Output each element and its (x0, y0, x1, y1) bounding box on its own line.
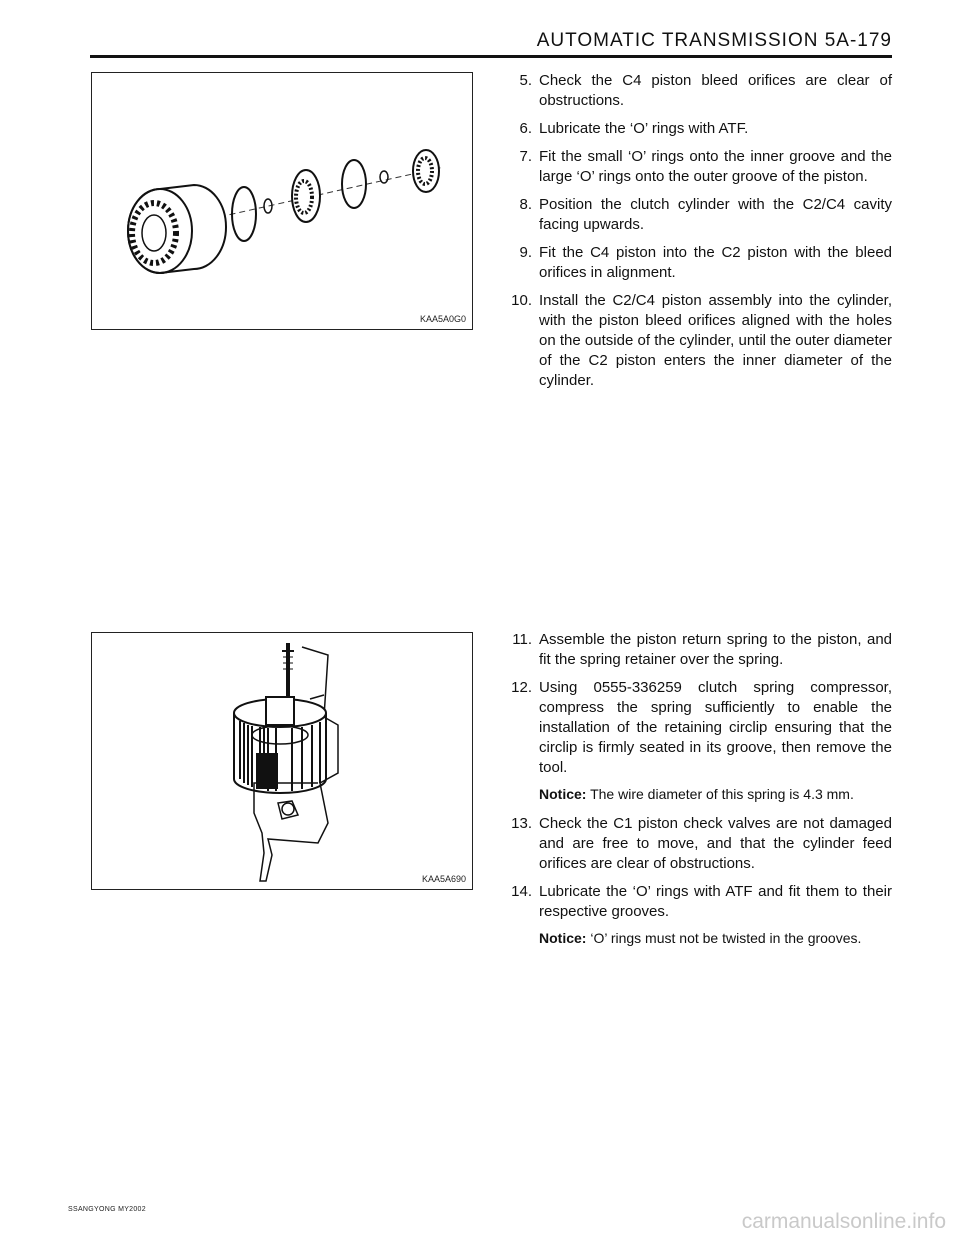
step-text: Check the C1 piston check valves are not damaged and are free to move, and that the cylinder feed orifices are clear of obstructions. (539, 815, 892, 872)
step-number: 9. (519, 244, 532, 261)
step-number: 6. (519, 120, 532, 137)
step-number: 12. (511, 679, 532, 696)
notice-text: ‘O’ rings must not be twisted in the grooves. (590, 930, 862, 946)
notice-label: Notice: (539, 930, 587, 946)
page-footer: SSANGYONG MY2002 (68, 1206, 146, 1213)
step-text: Lubricate the ‘O’ rings with ATF and fit them to their respective grooves. (539, 883, 892, 920)
step-number: 13. (511, 815, 532, 832)
step-item (500, 119, 892, 139)
notice (539, 784, 892, 804)
header-rule (90, 55, 892, 58)
step-number: 8. (519, 196, 532, 213)
step-text: Position the clutch cylinder with the C2/C4 cavity facing upwards. (539, 196, 892, 233)
procedure-steps-bottom (500, 630, 892, 958)
step-text: Using 0555-336259 clutch spring compressor, compress the spring sufficiently to enable the installation of the retaining circlip ensuring that the circlip is firmly seated in its groove, then remove the tool. (539, 679, 892, 776)
step-item (500, 147, 892, 187)
notice (539, 928, 892, 948)
step-item (500, 291, 892, 391)
step-text: Assemble the piston return spring to the piston, and fit the spring retainer over the spring. (539, 631, 892, 668)
step-text: Fit the C4 piston into the C2 piston with the bleed orifices in alignment. (539, 244, 892, 281)
step-number: 11. (512, 631, 532, 648)
step-number: 5. (519, 72, 532, 89)
figure-spring-compressor (91, 632, 473, 890)
step-item (500, 71, 892, 111)
step-item (500, 814, 892, 874)
figure-code: KAA5A0G0 (419, 314, 466, 324)
step-number: 10. (511, 292, 532, 309)
step-item (500, 630, 892, 670)
step-text: Install the C2/C4 piston assembly into the cylinder, with the piston bleed orifices aligned with the holes on the outside of the cylinder, until the outer diameter of the C2 piston enters the inner diameter of the cylinder. (539, 292, 892, 389)
step-item (500, 243, 892, 283)
page-header-title: AUTOMATIC TRANSMISSION 5A-179 (536, 30, 892, 51)
step-number: 14. (511, 883, 532, 900)
watermark: carmanualsonline.info (741, 1210, 946, 1233)
figure-piston-assembly (91, 72, 473, 330)
piston-assembly-illustration (92, 73, 472, 329)
procedure-steps-top (500, 71, 892, 399)
step-item (500, 882, 892, 948)
step-item (500, 678, 892, 804)
spring-compressor-illustration (92, 633, 472, 889)
step-text: Lubricate the ‘O’ rings with ATF. (539, 120, 749, 137)
step-item (500, 195, 892, 235)
step-text: Check the C4 piston bleed orifices are clear of obstructions. (539, 72, 892, 109)
figure-code: KAA5A690 (421, 874, 466, 884)
step-number: 7. (519, 148, 532, 165)
step-text: Fit the small ‘O’ rings onto the inner groove and the large ‘O’ rings onto the outer groove of the piston. (539, 148, 892, 185)
notice-text: The wire diameter of this spring is 4.3 mm. (590, 786, 854, 802)
notice-label: Notice: (539, 786, 587, 802)
